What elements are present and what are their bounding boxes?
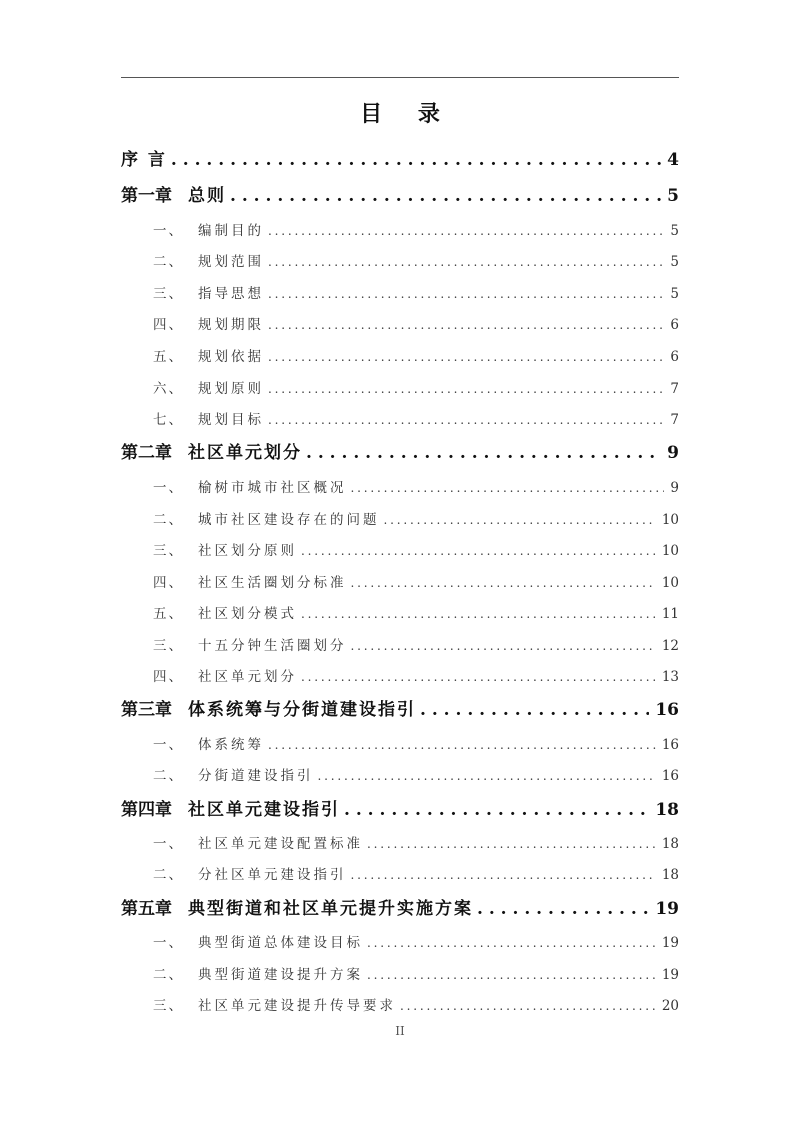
dot-leader — [318, 769, 656, 783]
entry-label: 分社区单元建设指引 — [198, 867, 347, 883]
entry-label: 规划目标 — [198, 412, 264, 428]
dot-leader — [268, 413, 664, 427]
entry-page-number: 9 — [667, 443, 679, 463]
entry-number: 一、 — [153, 836, 184, 852]
entry-number: 四、 — [153, 669, 184, 685]
dot-leader — [268, 382, 664, 396]
dot-leader — [268, 224, 664, 238]
dot-leader — [351, 868, 656, 882]
toc-chapter-entry[interactable] — [121, 438, 679, 463]
dot-leader — [268, 738, 656, 752]
entry-number: 三、 — [153, 286, 184, 302]
entry-label: 总则 — [188, 186, 226, 206]
entry-number: 二、 — [153, 768, 184, 784]
entry-number: 第二章 — [121, 443, 172, 463]
entry-label: 十五分钟生活圈划分 — [198, 638, 347, 654]
entry-number: 六、 — [153, 381, 184, 397]
entry-label: 规划范围 — [198, 254, 264, 270]
entry-number: 二、 — [153, 967, 184, 983]
toc-section-entry[interactable] — [153, 377, 679, 397]
toc-section-entry[interactable] — [153, 994, 679, 1014]
entry-number: 第三章 — [121, 700, 172, 720]
page-number-footer: II — [395, 1024, 405, 1038]
entry-page-number: 18 — [661, 836, 679, 852]
dot-leader — [384, 513, 656, 527]
entry-page-number: 20 — [661, 998, 679, 1014]
toc-section-entry[interactable] — [153, 634, 679, 654]
dot-leader — [268, 287, 664, 301]
entry-page-number: 18 — [655, 800, 679, 820]
entry-label: 序 言 — [121, 150, 167, 170]
entry-page-number: 13 — [661, 669, 679, 685]
toc-section-entry[interactable] — [153, 282, 679, 302]
toc-section-entry[interactable] — [153, 665, 679, 685]
entry-page-number: 10 — [661, 575, 679, 591]
entry-page-number: 11 — [661, 606, 679, 622]
entry-page-number: 16 — [661, 737, 679, 753]
entry-label: 指导思想 — [198, 286, 264, 302]
toc-section-entry[interactable] — [153, 313, 679, 333]
entry-number: 五、 — [153, 349, 184, 365]
entry-number: 一、 — [153, 480, 184, 496]
entry-number: 一、 — [153, 737, 184, 753]
dot-leader — [268, 318, 664, 332]
toc-section-entry[interactable] — [153, 963, 679, 983]
toc-section-entry[interactable] — [153, 863, 679, 883]
entry-label: 典型街道总体建设目标 — [198, 935, 363, 951]
entry-page-number: 19 — [661, 967, 679, 983]
entry-number: 第一章 — [121, 186, 172, 206]
entry-label: 典型街道和社区单元提升实施方案 — [188, 899, 473, 919]
entry-label: 编制目的 — [198, 223, 264, 239]
entry-page-number: 10 — [661, 512, 679, 528]
entry-number: 第四章 — [121, 800, 172, 820]
entry-page-number: 4 — [667, 150, 679, 170]
toc-chapter-entry[interactable] — [121, 795, 679, 820]
toc-section-entry[interactable] — [153, 408, 679, 428]
toc-section-entry[interactable] — [153, 539, 679, 559]
toc-section-entry[interactable] — [153, 345, 679, 365]
entry-label: 社区单元划分 — [198, 669, 297, 685]
toc-section-entry[interactable] — [153, 733, 679, 753]
entry-page-number: 7 — [670, 381, 679, 397]
dot-leader — [268, 350, 664, 364]
dot-leader — [344, 800, 649, 820]
entry-number: 三、 — [153, 543, 184, 559]
dot-leader — [351, 481, 665, 495]
entry-page-number: 7 — [670, 412, 679, 428]
entry-page-number: 5 — [667, 186, 679, 206]
toc-section-entry[interactable] — [153, 476, 679, 496]
entry-number: 五、 — [153, 606, 184, 622]
dot-leader — [351, 639, 656, 653]
entry-number: 四、 — [153, 317, 184, 333]
dot-leader — [367, 968, 656, 982]
entry-label: 规划原则 — [198, 381, 264, 397]
entry-label: 典型街道建设提升方案 — [198, 967, 363, 983]
dot-leader — [301, 544, 656, 558]
entry-label: 体系统筹 — [198, 737, 264, 753]
dot-leader — [306, 443, 661, 463]
entry-page-number: 5 — [670, 254, 679, 270]
toc-chapter-entry[interactable] — [121, 181, 679, 206]
toc-section-entry[interactable] — [153, 250, 679, 270]
dot-leader — [301, 607, 656, 621]
entry-page-number: 19 — [661, 935, 679, 951]
entry-label: 社区单元建设提升传导要求 — [198, 998, 396, 1014]
toc-chapter-entry[interactable] — [121, 695, 679, 720]
toc-section-entry[interactable] — [153, 571, 679, 591]
toc-section-entry[interactable] — [153, 832, 679, 852]
entry-label: 社区单元建设配置标准 — [198, 836, 363, 852]
entry-number: 二、 — [153, 254, 184, 270]
entry-number: 一、 — [153, 935, 184, 951]
entry-number: 二、 — [153, 512, 184, 528]
entry-label: 分街道建设指引 — [198, 768, 314, 784]
dot-leader — [367, 837, 656, 851]
entry-number: 三、 — [153, 998, 184, 1014]
dot-leader — [301, 670, 656, 684]
dot-leader — [268, 255, 664, 269]
entry-page-number: 16 — [661, 768, 679, 784]
dot-leader — [477, 899, 649, 919]
entry-page-number: 18 — [661, 867, 679, 883]
entry-number: 四、 — [153, 575, 184, 591]
toc-section-entry[interactable] — [153, 219, 679, 239]
dot-leader — [400, 999, 656, 1013]
toc-chapter-entry[interactable] — [121, 145, 679, 170]
toc-section-entry[interactable] — [153, 764, 679, 784]
entry-label: 社区单元建设指引 — [188, 800, 340, 820]
entry-label: 榆树市城市社区概况 — [198, 480, 347, 496]
header-rule — [121, 77, 679, 78]
entry-page-number: 19 — [655, 899, 679, 919]
dot-leader — [367, 936, 656, 950]
toc-section-entry[interactable] — [153, 602, 679, 622]
entry-number: 三、 — [153, 638, 184, 654]
toc-title: 目 录 — [360, 101, 454, 127]
entry-label: 社区生活圈划分标准 — [198, 575, 347, 591]
toc-section-entry[interactable] — [153, 508, 679, 528]
entry-label: 社区划分原则 — [198, 543, 297, 559]
entry-page-number: 16 — [655, 700, 679, 720]
entry-page-number: 5 — [670, 223, 679, 239]
toc-section-entry[interactable] — [153, 931, 679, 951]
toc-chapter-entry[interactable] — [121, 894, 679, 919]
entry-number: 一、 — [153, 223, 184, 239]
entry-page-number: 12 — [661, 638, 679, 654]
entry-number: 七、 — [153, 412, 184, 428]
entry-label: 社区划分模式 — [198, 606, 297, 622]
dot-leader — [230, 186, 661, 206]
entry-page-number: 10 — [661, 543, 679, 559]
entry-page-number: 9 — [670, 480, 679, 496]
entry-page-number: 5 — [670, 286, 679, 302]
entry-label: 城市社区建设存在的问题 — [198, 512, 380, 528]
entry-page-number: 6 — [670, 317, 679, 333]
dot-leader — [171, 150, 661, 170]
dot-leader — [351, 576, 656, 590]
entry-label: 体系统筹与分街道建设指引 — [188, 700, 416, 720]
entry-label: 规划依据 — [198, 349, 264, 365]
dot-leader — [420, 700, 649, 720]
entry-page-number: 6 — [670, 349, 679, 365]
entry-label: 规划期限 — [198, 317, 264, 333]
entry-label: 社区单元划分 — [188, 443, 302, 463]
entry-number: 第五章 — [121, 899, 172, 919]
entry-number: 二、 — [153, 867, 184, 883]
